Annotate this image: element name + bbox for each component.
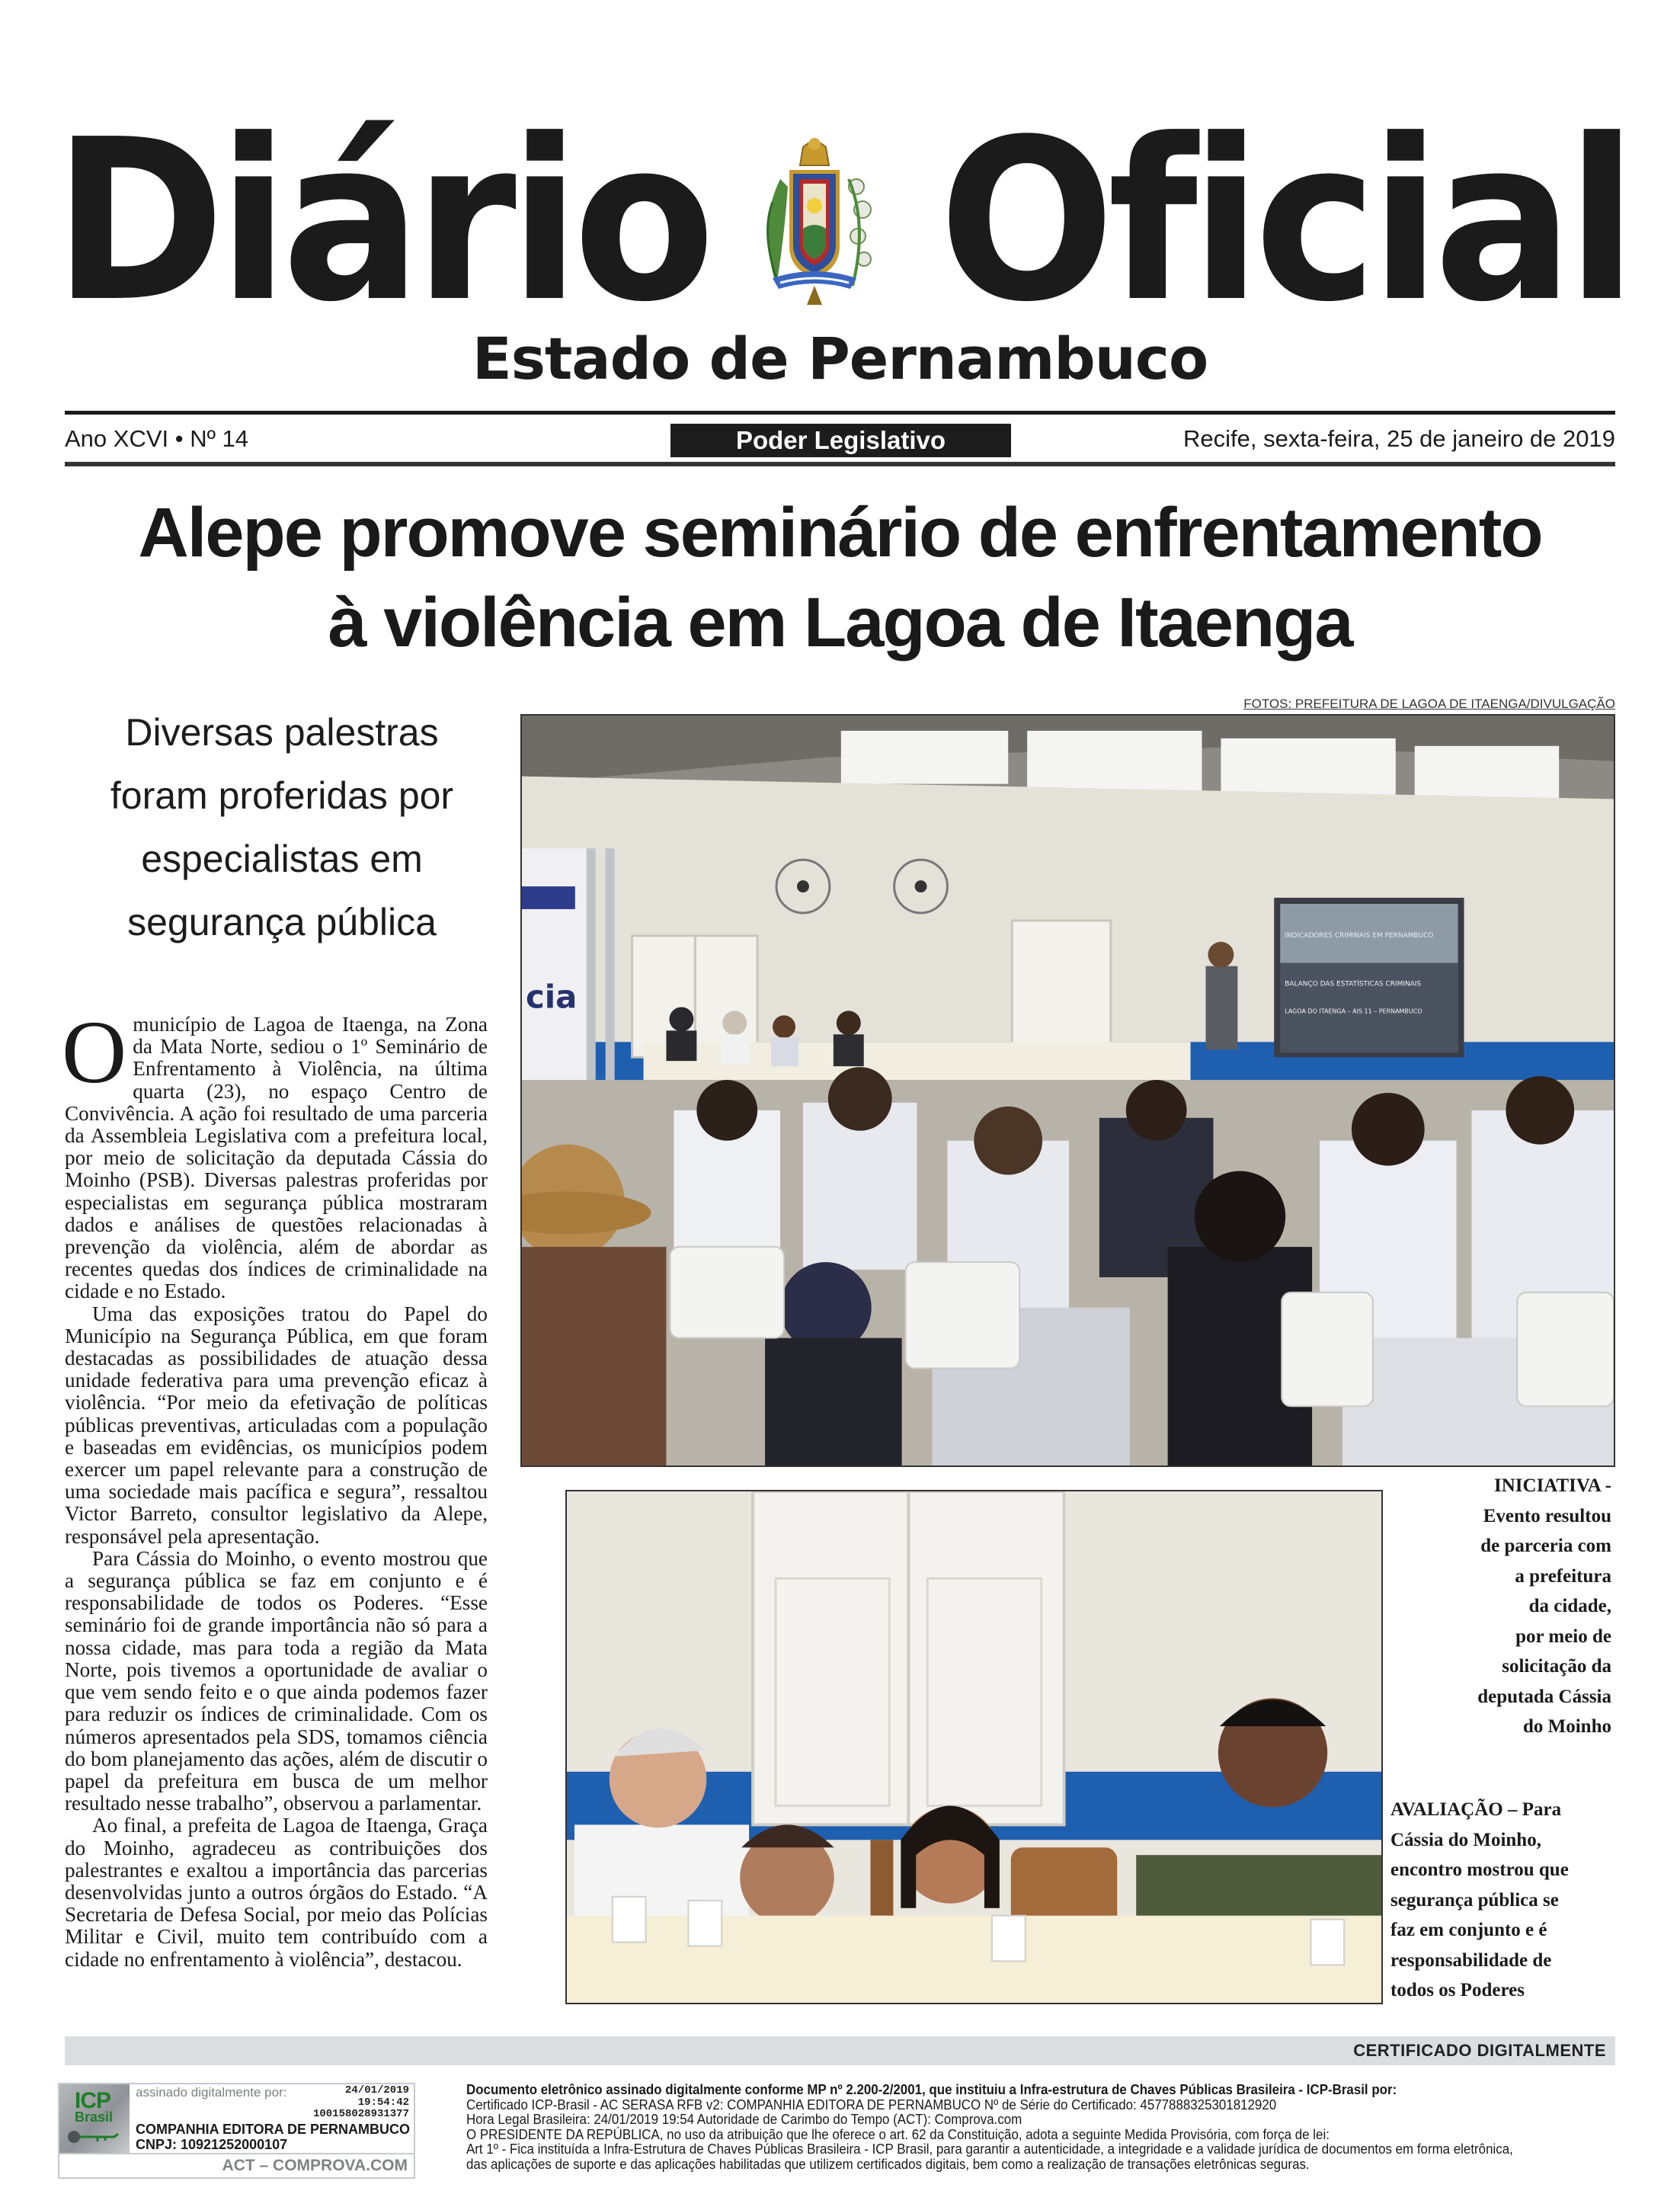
headline-line: Alepe promove seminário de enfrentamento [138,494,1542,572]
brasil-logo-text: Brasil [75,2109,114,2125]
seminar-photo-illustration [522,716,1614,1465]
section-badge: Poder Legislativo [670,424,1011,457]
caption-line: segurança pública se [1390,1889,1559,1911]
article-body [62,1002,488,1971]
digital-signature-seal [58,2083,415,2179]
paragraph-text: município de Lagoa de Itaenga, na Zona da Mata Norte, sediou o 1º Seminário de Enfrentamento à Violência, na última quarta (23), no espaço Centro de Convivência. A ação foi resultado de uma parceria da Assembleia Legislativa com a prefeitura local, por meio de solicitação da deputada Cássia do Moinho (PSB). Diversas palestras proferidas por especialistas em segurança pública mostraram dados e análises de questões relacionadas à prevenção da violência, além de abordar as recentes quedas dos índices de criminalidade na cidade e no Estado. [65,1013,488,1303]
dek-line: segurança pública [127,901,437,943]
screen-subtitle: BALANÇO DAS ESTATÍSTICAS CRIMINAIS [1285,980,1422,988]
caption-line: Cássia do Moinho, [1390,1829,1541,1850]
certificate-band-label: CERTIFICADO DIGITALMENTE [1353,2041,1606,2060]
caption-line: Evento resultou [1483,1505,1611,1526]
seal-info [130,2084,414,2153]
caption-line: por meio de [1515,1626,1611,1647]
masthead-title [53,91,1630,351]
body-paragraph: Uma das exposições tratou do Papel do Município na Segurança Pública, em que foram destacadas as possibilidades de atuação dessa unidade federativa para uma prevenção eficaz à violência. “Por meio da efetivação de políticas públicas preventivas, articuladas com a população e baseadas em evidências, os municípios podem exercer um papel relevante para a construção de uma sociedade mais pacífica e segura”, ressaltou Victor Barreto, consultor legislativo da Alepe, responsável pela apresentação. [65,1302,488,1548]
photo-caption-iniciativa [1383,1471,1611,1742]
body-paragraph [62,1002,488,1303]
caption-line: de parceria com [1480,1536,1611,1556]
caption-line: INICIATIVA - [1494,1475,1611,1496]
headline-line: à violência em Lagoa de Itaenga [328,584,1352,661]
caption-line: do Moinho [1522,1716,1611,1737]
legal-line: Documento eletrônico assinado digitalmente conforme MP nº 2.200-2/2001, que instituiu a Infra-estrutura de Chaves Públicas Brasileira - ICP-Brasil por: [466,2082,1397,2097]
caption-line: todos os Poderes [1390,1980,1525,2000]
photo-panelists [565,1490,1383,2004]
article-dek [53,701,510,954]
masthead-subtitle: Estado de Pernambuco [472,325,1208,392]
photo-caption-avaliacao [1390,1795,1619,2006]
seal-date: 24/01/2019 [344,2084,409,2097]
caption-line: solicitação da [1502,1656,1611,1677]
screen-title: INDICADORES CRIMINAIS EM PERNAMBUCO [1285,931,1434,940]
certificate-band [65,2036,1615,2065]
photo-seminar-audience [520,714,1615,1467]
dek-line: especialistas em [141,838,423,880]
body-paragraph: Para Cássia do Moinho, o evento mostrou que a segurança pública se faz em conjunto e é responsabilidade de todos os Poderes. “Esse seminário foi de grande importância não só para a nossa cidade, mas para toda a região da Mata Norte, pois tivemos a oportunidade de avaliar o que vem sendo feito e o que ainda podemos fazer para reduzir os índices de criminalidade. Com os números apresentados pela SDS, tomamos ciência do bom planejamento das ações, além de discutir o papel da prefeitura em busca de um melhor resultado nesse trabalho”, observou a parlamentar. [65,1546,488,1815]
legal-notice [466,2083,1624,2173]
seal-info-top [136,2085,409,2122]
dek-line: Diversas palestras [125,711,439,754]
article-headline [46,488,1634,668]
screen-location: LAGOA DO ITAENGA – AIS 11 – PERNAMBUCO [1285,1007,1422,1015]
dek-line: foram proferidas por [110,774,454,817]
photo-credit: FOTOS: PREFEITURA DE LAGOA DE ITAENGA/DIVULGAÇÃO [1243,697,1615,711]
masthead-rule-top [65,411,1615,415]
seal-act-link[interactable]: ACT – COMPROVA.COM [222,2157,408,2174]
legal-line: Hora Legal Brasileira: 24/01/2019 19:54 Autoridade de Carimbo do Tempo (ACT): Comprova.com [466,2112,1022,2128]
masthead-word-diario: Diário [53,91,709,351]
icp-logo-text: ICP [75,2088,111,2113]
legal-line: das aplicações de suporte e das aplicações habilitadas que utilizem certificados digitais, bem como a realização de transações eletrônicas seguras. [466,2156,1310,2172]
caption-line: da cidade, [1528,1596,1611,1616]
legal-line: O PRESIDENTE DA REPÚBLICA, no uso da atribuição que lhe oferece o art. 62 da Constituição, adota a seguinte Medida Provisória, com força de lei: [466,2126,1330,2142]
coat-of-arms-icon [750,133,879,309]
seal-cnpj: CNPJ: 10921252000107 [136,2137,288,2152]
drop-cap: O [62,1002,127,1102]
caption-line: responsabilidade de [1390,1949,1552,1971]
legal-line: Certificado ICP-Brasil - AC SERASA RFB v2: COMPANHIA EDITORA DE PERNAMBUCO Nº de Série do Certificado: 4577888325301812920 [466,2097,1277,2113]
caption-line: faz em conjunto e é [1390,1920,1547,1940]
banner-text: cia [525,978,578,1016]
masthead-word-oficial: Oficial [939,91,1630,351]
masthead-rule-bottom [65,462,1615,466]
body-paragraph: Ao final, a prefeita de Lagoa de Itaenga, Graça do Moinho, agradeceu as contribuições dos palestrantes e exaltou a importância das parcerias desenvolvidas junto a outros órgãos do Estado. “A Secretaria de Defesa Social, por meio das Polícias Militar e Civil, muito tem contribuído com a cidade no enfrentamento à violência”, destacou. [65,1814,488,1971]
seal-header [59,2084,414,2154]
seal-company: COMPANHIA EDITORA DE PERNAMBUCO [136,2122,411,2137]
icp-brasil-logo [59,2084,130,2153]
caption-line: deputada Cássia [1477,1686,1611,1707]
caption-line: a prefeitura [1515,1565,1611,1587]
edition-number: Ano XCVI • Nº 14 [65,425,249,452]
seal-footer [59,2154,414,2177]
seal-timestamp [313,2085,409,2121]
dateline: Recife, sexta-feira, 25 de janeiro de 2019 [1183,425,1615,452]
seal-serial: 100158028931377 [312,2108,409,2120]
panel-photo-illustration [567,1491,1381,2003]
legal-line: Art 1º - Fica instituída a Infra-Estrutura de Chaves Públicas Brasileira - ICP Brasil, para garantir a autenticidade, a integridade e a validade jurídica de documentos em forma eletrônica, [466,2141,1513,2157]
seal-signed-label: assinado digitalmente por: [136,2085,287,2100]
caption-line: encontro mostrou que [1390,1859,1569,1880]
seal-time: 19:54:42 [357,2096,409,2109]
key-icon [67,2129,122,2145]
caption-line: AVALIAÇÃO – Para [1390,1799,1562,1820]
